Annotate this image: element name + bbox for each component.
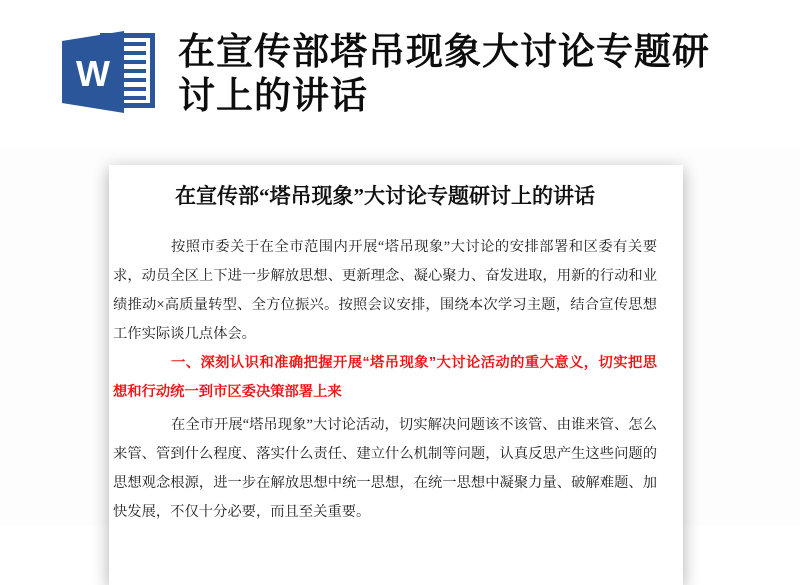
word-icon-w-letter: W — [76, 53, 110, 94]
document-paragraph-1: 按照市委关于在全市范围内开展“塔吊现象”大讨论的安排部署和区委有关要求，动员全区上下进一步解放思想、更新理念、凝心聚力、奋发进取，用新的行动和业绩推动×高质量转型、全方位振兴。按照会议安排，围绕本次学习主题，结合宣传思想工作实际谈几点体会。 — [113, 239, 657, 342]
document-page — [109, 165, 683, 585]
ms-word-icon — [62, 31, 158, 113]
document-preview-area — [0, 148, 800, 526]
document-paragraph-2: 在全市开展“塔吊现象”大讨论活动，切实解决问题该不该管、由谁来管、怎么来管、管到什么程度、落实什么责任、建立什么机制等问题，认真反思产生这些问题的思想观念根源，进一步在解放思想中统一思想，在统一思想中凝聚力量、破解难题、加快发展，不仅十分必要，而且至关重要。 — [113, 417, 657, 520]
page-title-line1: 在宣传部塔吊现象大讨论专题研 — [178, 31, 710, 72]
page-title-line2: 讨上的讲话 — [178, 75, 368, 116]
document-title: 在宣传部“塔吊现象”大讨论专题研讨上的讲话 — [175, 184, 595, 208]
document-section-heading: 一、深刻认识和准确把握开展“塔吊现象”大讨论活动的重大意义，切实把思想和行动统一到市区委决策部署上来 — [113, 355, 657, 400]
page-header — [0, 0, 800, 148]
page-title — [178, 30, 744, 118]
